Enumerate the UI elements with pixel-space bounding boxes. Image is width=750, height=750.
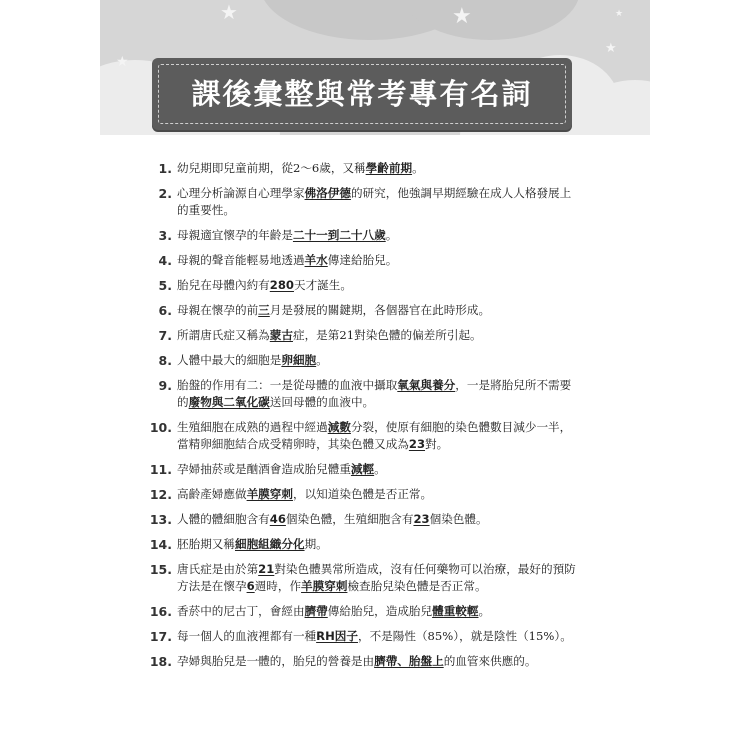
list-item bbox=[140, 352, 580, 369]
list-item bbox=[140, 327, 580, 344]
item-text bbox=[177, 185, 580, 219]
text-segment: 分裂，使原有細胞的染色體數目減少一半，當精卵細胞結合成受精卵時，其染色體又成為 bbox=[177, 420, 572, 451]
text-segment: 孕婦與胎兒是一體的，胎兒的營養是由 bbox=[177, 654, 375, 668]
key-term: 三 bbox=[258, 303, 270, 317]
item-text bbox=[177, 486, 580, 503]
item-number: 11. bbox=[149, 462, 172, 477]
page-title: 課後彙整與常考專有名詞 bbox=[191, 77, 533, 111]
item-number: 6. bbox=[158, 303, 172, 318]
text-segment: 母親在懷孕的前 bbox=[177, 303, 259, 317]
text-segment: ，一是將胎兒所不需要的 bbox=[177, 378, 572, 409]
key-term: 羊膜穿刺 bbox=[301, 579, 348, 593]
list-item bbox=[140, 511, 580, 528]
key-term: 學齡前期 bbox=[365, 161, 413, 175]
item-number: 9. bbox=[158, 378, 172, 393]
text-segment: 香菸中的尼古丁，會經由 bbox=[177, 604, 305, 618]
item-text bbox=[177, 603, 580, 620]
text-segment: 。 bbox=[412, 161, 424, 175]
text-segment: 胎兒在母體內約有 bbox=[177, 278, 270, 292]
text-segment: 所謂唐氏症又稱為 bbox=[177, 328, 270, 342]
item-text bbox=[177, 377, 580, 411]
text-segment: 症，是第21對染色體的偏差所引起。 bbox=[292, 328, 482, 342]
list-item bbox=[140, 302, 580, 319]
text-segment: 母親適宜懷孕的年齡是 bbox=[177, 228, 293, 242]
key-term: 羊水 bbox=[304, 253, 328, 267]
item-number: 5. bbox=[158, 278, 172, 293]
list-item bbox=[140, 160, 580, 177]
text-segment: 每一個人的血液裡都有一種 bbox=[177, 629, 317, 643]
item-text bbox=[177, 160, 580, 177]
text-segment: 母親的聲音能輕易地透過 bbox=[177, 253, 305, 267]
list-item bbox=[140, 536, 580, 553]
list-item bbox=[140, 419, 580, 453]
text-segment: 天才誕生。 bbox=[293, 278, 352, 292]
title-banner bbox=[152, 58, 572, 130]
text-segment: 唐氏症是由於第 bbox=[177, 562, 259, 576]
list-item bbox=[140, 653, 580, 670]
text-segment: 。 bbox=[374, 462, 386, 476]
key-term: 臍帶 bbox=[304, 604, 328, 618]
item-number: 17. bbox=[149, 629, 172, 644]
key-term: 二十一到二十八歲 bbox=[292, 228, 386, 242]
key-term: RH因子 bbox=[316, 629, 358, 643]
item-text bbox=[177, 511, 580, 528]
item-text bbox=[177, 628, 580, 645]
text-segment: 高齡產婦應做 bbox=[177, 487, 247, 501]
list-item bbox=[140, 277, 580, 294]
text-segment: 檢查胎兒染色體是否正常。 bbox=[347, 579, 487, 593]
item-number: 2. bbox=[158, 186, 172, 201]
text-segment: 週時，作 bbox=[254, 579, 302, 593]
key-term: 280 bbox=[269, 278, 294, 292]
item-number: 1. bbox=[158, 161, 172, 176]
key-term: 細胞組織分化 bbox=[234, 537, 305, 551]
key-term: 蒙古 bbox=[269, 328, 293, 342]
list-item bbox=[140, 185, 580, 219]
star-icon: ★ bbox=[220, 0, 238, 24]
text-segment: 傳達給胎兒。 bbox=[327, 253, 398, 267]
text-segment: 。 bbox=[478, 604, 491, 618]
text-segment: 個染色體。 bbox=[429, 512, 488, 526]
item-text bbox=[177, 227, 580, 244]
text-segment: 對染色體異常所造成，沒有任何藥物可以治療，最好的預防方法是在懷孕 bbox=[177, 562, 576, 593]
item-number: 14. bbox=[149, 537, 172, 552]
key-term: 氧氣與養分 bbox=[397, 378, 456, 392]
item-number: 7. bbox=[158, 328, 172, 343]
list-item bbox=[140, 628, 580, 645]
text-segment: 個染色體，生殖細胞含有 bbox=[285, 512, 414, 526]
text-segment: 的研究，他強調早期經驗在成人人格發展上的重要性。 bbox=[177, 186, 572, 217]
item-text bbox=[177, 302, 580, 319]
key-term: 21 bbox=[258, 562, 275, 576]
key-term: 23 bbox=[408, 437, 426, 451]
key-term: 23 bbox=[413, 512, 430, 526]
item-number: 10. bbox=[149, 420, 172, 435]
item-number: 15. bbox=[149, 562, 172, 577]
item-text bbox=[177, 352, 580, 369]
text-segment: ，不是陽性（85%），就是陰性（15%）。 bbox=[357, 629, 572, 643]
key-term: 佛洛伊德 bbox=[304, 186, 351, 200]
text-segment: 幼兒期即兒童前期，從2～6歲，又稱 bbox=[177, 161, 366, 175]
text-segment: 。 bbox=[385, 228, 398, 242]
list-item bbox=[140, 486, 580, 503]
item-text bbox=[177, 252, 580, 269]
star-icon: ★ bbox=[452, 4, 472, 29]
term-list bbox=[140, 160, 580, 678]
key-term: 廢物與二氧化碳 bbox=[188, 395, 270, 409]
item-text bbox=[177, 277, 580, 294]
list-item bbox=[140, 252, 580, 269]
text-segment: 生殖細胞在成熟的過程中經過 bbox=[177, 420, 328, 434]
item-text bbox=[177, 419, 580, 453]
item-number: 3. bbox=[158, 228, 172, 243]
item-text bbox=[177, 327, 580, 344]
list-item bbox=[140, 561, 580, 595]
item-number: 4. bbox=[158, 253, 172, 268]
key-term: 卵細胞 bbox=[281, 353, 317, 367]
cloud-shape bbox=[400, 0, 580, 40]
key-term: 臍帶、胎盤上 bbox=[374, 654, 444, 668]
star-icon: ★ bbox=[605, 41, 617, 56]
text-segment: 期。 bbox=[304, 537, 328, 551]
item-text bbox=[177, 561, 580, 595]
text-segment: 人體的體細胞含有 bbox=[177, 512, 270, 526]
key-term: 體重較輕 bbox=[432, 604, 479, 618]
item-number: 16. bbox=[149, 604, 172, 619]
text-segment: 傳給胎兒，造成胎兒 bbox=[327, 604, 433, 618]
text-segment: 的血管來供應的。 bbox=[443, 654, 537, 668]
text-segment: 對。 bbox=[425, 437, 449, 451]
list-item bbox=[140, 603, 580, 620]
item-text bbox=[177, 536, 580, 553]
text-segment: ，以知道染色體是否正常。 bbox=[292, 487, 433, 501]
star-icon: ★ bbox=[615, 9, 624, 19]
text-segment: 。 bbox=[316, 353, 328, 367]
text-segment: 胎盤的作用有二：一是從母體的血液中攝取 bbox=[177, 378, 398, 392]
item-number: 18. bbox=[149, 654, 172, 669]
list-item bbox=[140, 227, 580, 244]
item-number: 8. bbox=[158, 353, 172, 368]
item-text bbox=[177, 461, 580, 478]
key-term: 減數 bbox=[327, 420, 351, 434]
key-term: 羊膜穿刺 bbox=[246, 487, 293, 501]
text-segment: 人體中最大的細胞是 bbox=[177, 353, 282, 367]
star-icon: ★ bbox=[116, 54, 129, 70]
item-number: 12. bbox=[149, 487, 172, 502]
list-item bbox=[140, 377, 580, 411]
key-term: 6 bbox=[246, 579, 255, 593]
key-term: 減輕 bbox=[350, 462, 375, 476]
text-segment: 孕婦抽菸或是酗酒會造成胎兒體重 bbox=[177, 462, 351, 476]
text-segment: 月是發展的關鍵期，各個器官在此時形成。 bbox=[269, 303, 491, 317]
item-number: 13. bbox=[149, 512, 172, 527]
list-item bbox=[140, 461, 580, 478]
text-segment: 胚胎期又稱 bbox=[177, 537, 235, 551]
text-segment: 心理分析論源自心理學家 bbox=[177, 186, 305, 200]
key-term: 46 bbox=[269, 512, 286, 526]
item-text bbox=[177, 653, 580, 670]
text-segment: 送回母體的血液中。 bbox=[269, 395, 375, 409]
